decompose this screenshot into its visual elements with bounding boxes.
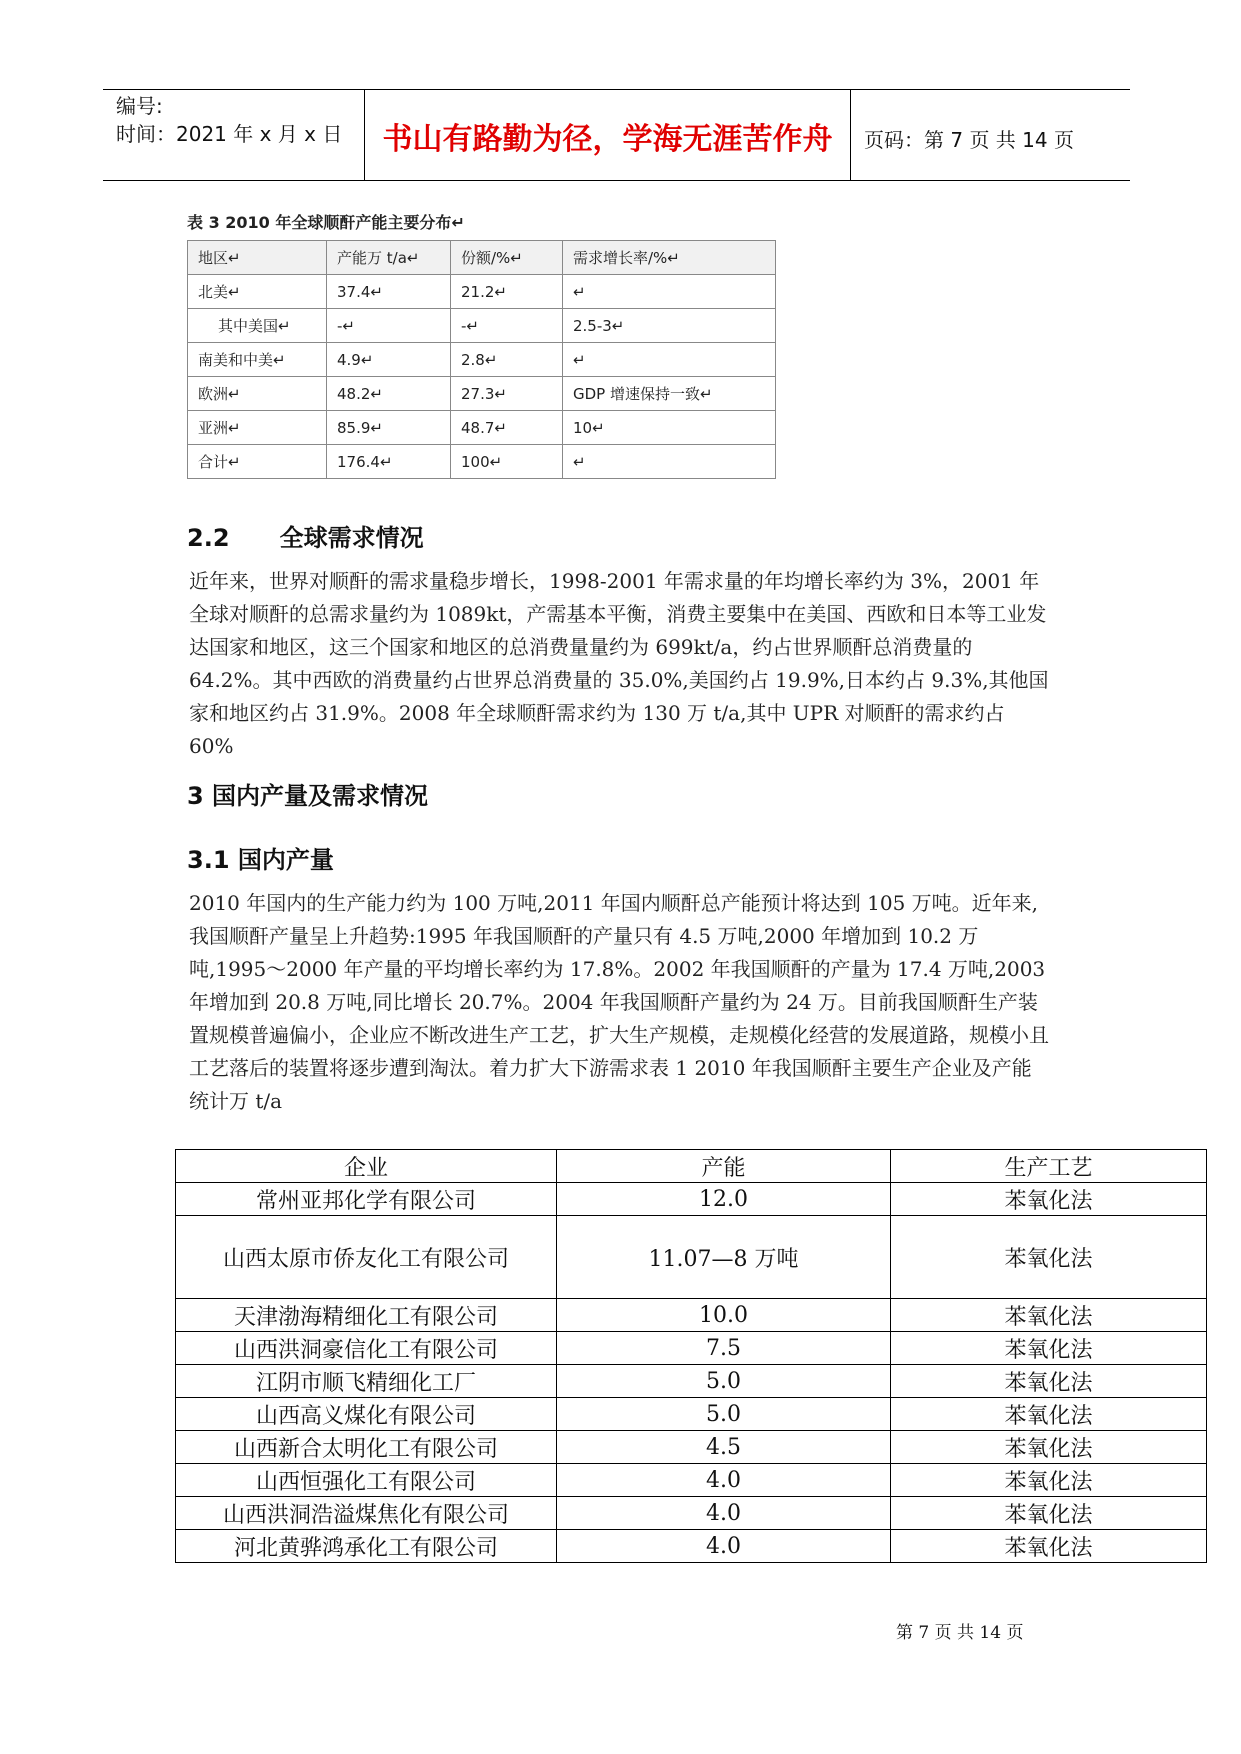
footer-page-number: 第 7 页 共 14 页: [896, 1623, 1024, 1643]
table-row: [176, 1365, 1207, 1398]
section-3-1-paragraph: 2010 年国内的生产能力约为 100 万吨,2011 年国内顺酐总产能预计将达到 105 万吨。近年来,我国顺酐产量呈上升趋势:1995 年我国顺酐的产量只有 4.5 万吨,2000 年增加到 10.2 万吨,1995～2000 年产量的平均增长率约为 17.8%。2002 年我国顺酐的产量为 17.4 万吨,2003 年增加到 20.8 万吨,同比增长 20.7%。2004 年我国顺酐产量约为 24 万。目前我国顺酐生产装置规模普遍偏小，企业应不断改进生产工艺，扩大生产规模，走规模化经营的发展道路，规模小且工艺落后的装置将逐步遭到淘汰。着力扩大下游需求表 1 2010 年我国顺酐主要生产企业及产能统计万 t/a: [189, 891, 1049, 1113]
table-cell: 天津渤海精细化工有限公司: [176, 1299, 557, 1332]
table-cell: 4.9↵: [327, 343, 451, 377]
table-cell: 12.0: [557, 1183, 891, 1216]
table-cell: 21.2↵: [451, 275, 563, 309]
table-cell: 山西洪洞浩溢煤焦化有限公司: [176, 1497, 557, 1530]
table-cell: 南美和中美↵: [188, 343, 327, 377]
table-header-cell: 需求增长率/%↵: [563, 241, 776, 275]
table3-figure: [187, 210, 776, 495]
table-cell: 苯氧化法: [891, 1183, 1207, 1216]
table-cell: ↵: [563, 275, 776, 309]
table-cell: 北美↵: [188, 275, 327, 309]
table-row: [188, 377, 776, 411]
header-motto: 书山有路勤为径，学海无涯苦作舟: [382, 122, 833, 157]
header-divider-2: [850, 89, 851, 181]
table-cell: 亚洲↵: [188, 411, 327, 445]
table-row: [188, 275, 776, 309]
table-cell: ↵: [563, 445, 776, 479]
table-row: [188, 343, 776, 377]
table3: [187, 240, 776, 479]
table-header-cell: 份额/%↵: [451, 241, 563, 275]
table-row: [176, 1332, 1207, 1365]
table-row: [176, 1464, 1207, 1497]
table-row: [188, 411, 776, 445]
table-cell: 37.4↵: [327, 275, 451, 309]
table-cell: 山西恒强化工有限公司: [176, 1464, 557, 1497]
header-bottom-rule: [103, 180, 1130, 181]
table-cell: -↵: [451, 309, 563, 343]
table-cell: 苯氧化法: [891, 1332, 1207, 1365]
table-cell: 苯氧化法: [891, 1398, 1207, 1431]
table-cell: 其中美国↵: [188, 309, 327, 343]
table-cell: 4.0: [557, 1464, 891, 1497]
table-cell: 48.2↵: [327, 377, 451, 411]
table1: [175, 1149, 1207, 1563]
table-cell: 苯氧化法: [891, 1216, 1207, 1299]
table-cell: GDP 增速保持一致↵: [563, 377, 776, 411]
table-cell: 4.0: [557, 1497, 891, 1530]
table-header-cell: 生产工艺: [891, 1150, 1207, 1183]
table-cell: 7.5: [557, 1332, 891, 1365]
section-2-2-paragraph: 近年来，世界对顺酐的需求量稳步增长，1998-2001 年需求量的年均增长率约为 3%，2001 年全球对顺酐的总需求量约为 1089kt，产需基本平衡，消费主要集中在美国、西欧和日本等工业发达国家和地区，这三个国家和地区的总消费量量约为 699kt/a，约占世界顺酐总消费量的 64.2%。其中西欧的消费量约占世界总消费量的 35.0%,美国约占 19.9%,日本约占 9.3%,其他国家和地区约占 31.9%。2008 年全球顺酐需求约为 130 万 t/a,其中 UPR 对顺酐的需求约占 60%: [189, 569, 1049, 758]
table-cell: 48.7↵: [451, 411, 563, 445]
table-cell: 11.07—8 万吨: [557, 1216, 891, 1299]
table-row: [176, 1398, 1207, 1431]
table-row: [176, 1183, 1207, 1216]
table-cell: 5.0: [557, 1365, 891, 1398]
table-cell: 河北黄骅鸿承化工有限公司: [176, 1530, 557, 1563]
table-row: [176, 1497, 1207, 1530]
table-cell: 苯氧化法: [891, 1530, 1207, 1563]
header-meta: [116, 92, 342, 148]
table-cell: 苯氧化法: [891, 1497, 1207, 1530]
table-cell: 苯氧化法: [891, 1464, 1207, 1497]
table-row: [176, 1530, 1207, 1563]
table-row: [188, 445, 776, 479]
table-cell: 山西太原市侨友化工有限公司: [176, 1216, 557, 1299]
table-cell: 苯氧化法: [891, 1365, 1207, 1398]
table-cell: 176.4↵: [327, 445, 451, 479]
table-cell: 10↵: [563, 411, 776, 445]
table-cell: 85.9↵: [327, 411, 451, 445]
table-cell: 4.0: [557, 1530, 891, 1563]
table3-caption: 表 3 2010 年全球顺酐产能主要分布↵: [187, 213, 465, 232]
header-time: 时间：2021 年 x 月 x 日: [116, 122, 343, 146]
table-cell: 100↵: [451, 445, 563, 479]
table-cell: 合计↵: [188, 445, 327, 479]
table-row: [176, 1216, 1207, 1299]
table-cell: 4.5: [557, 1431, 891, 1464]
table-cell: 欧洲↵: [188, 377, 327, 411]
table-cell: 10.0: [557, 1299, 891, 1332]
table-cell: 常州亚邦化学有限公司: [176, 1183, 557, 1216]
header-page-number: 页码：第 7 页 共 14 页: [864, 128, 1074, 152]
table-cell: 山西洪洞豪信化工有限公司: [176, 1332, 557, 1365]
table-header-cell: 地区↵: [188, 241, 327, 275]
table-header-cell: 产能万 t/a↵: [327, 241, 451, 275]
table-cell: 山西高义煤化有限公司: [176, 1398, 557, 1431]
table-cell: 2.8↵: [451, 343, 563, 377]
table-row: [176, 1299, 1207, 1332]
table-cell: 27.3↵: [451, 377, 563, 411]
table-row: [188, 309, 776, 343]
table-cell: 苯氧化法: [891, 1431, 1207, 1464]
table-cell: 苯氧化法: [891, 1299, 1207, 1332]
section-2-2-heading: 2.2 全球需求情况: [187, 524, 424, 552]
table-cell: 2.5-3↵: [563, 309, 776, 343]
section-3-1-heading: 3.1 国内产量: [187, 846, 334, 874]
table-cell: 江阴市顺飞精细化工厂: [176, 1365, 557, 1398]
table-cell: -↵: [327, 309, 451, 343]
table-header-cell: 产能: [557, 1150, 891, 1183]
section-3-heading: 3 国内产量及需求情况: [187, 782, 429, 810]
table3-header-row: [188, 241, 776, 275]
table-header-cell: 企业: [176, 1150, 557, 1183]
table-cell: 山西新合太明化工有限公司: [176, 1431, 557, 1464]
table1-header-row: [176, 1150, 1207, 1183]
table-row: [176, 1431, 1207, 1464]
header-number: 编号:: [116, 94, 163, 118]
header-top-rule: [103, 89, 1130, 90]
table-cell: 5.0: [557, 1398, 891, 1431]
table-cell: ↵: [563, 343, 776, 377]
